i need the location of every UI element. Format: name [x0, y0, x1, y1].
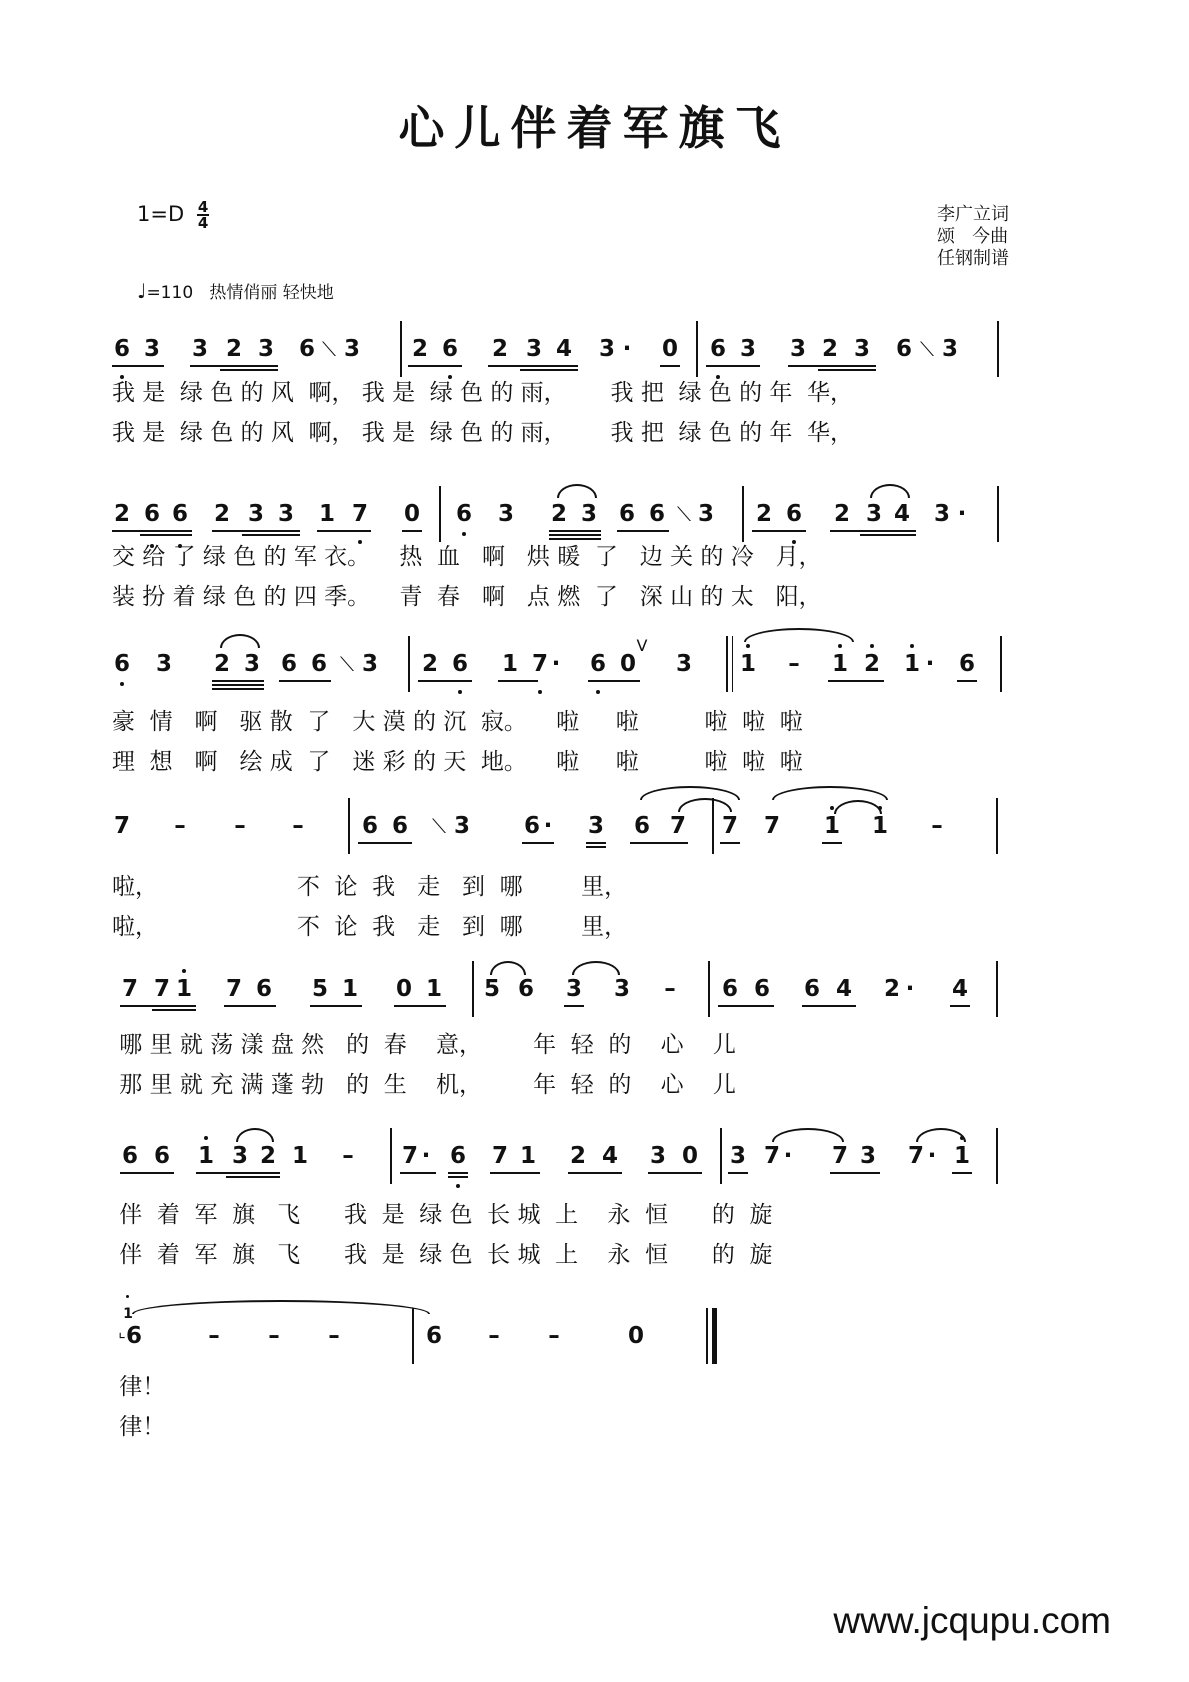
beam-underline: [152, 1009, 196, 1011]
beam-underline: [488, 365, 578, 367]
lyrics-system-6-verse-1: 伴 着 军 旗 飞 我 是 绿 色 长 城 上 永 恒 的 旋: [112, 1202, 773, 1228]
note-numeral: 3: [277, 501, 294, 527]
beam-underline: [112, 530, 192, 532]
barline: [996, 961, 998, 1017]
composer-credit: 颂 今曲: [937, 226, 1009, 247]
lyrics-system-1-verse-1: 我 是 绿 色 的 风 啊， 我 是 绿 色 的 雨， 我 把 绿 色 的 年 华，: [112, 380, 854, 406]
slur-arc: [744, 628, 854, 642]
beam-underline: [822, 842, 842, 844]
note-numeral: 6: [113, 651, 130, 677]
note-numeral: 6: [125, 1323, 142, 1349]
note-numeral: 6: [121, 1143, 138, 1169]
arranger-credit: 任钢制谱: [937, 248, 1009, 269]
beam-underline: [860, 534, 916, 536]
note-numeral: –: [234, 813, 246, 839]
note-numeral: 7: [491, 1143, 508, 1169]
note-numeral: 6: [449, 1143, 466, 1169]
note-numeral: 7: [831, 1143, 848, 1169]
beam-underline: [586, 842, 606, 844]
note-numeral: 3: [859, 1143, 876, 1169]
beam-underline: [358, 842, 412, 844]
beam-underline: [660, 365, 680, 367]
beam-underline: [788, 365, 876, 367]
beam-underline: [648, 1172, 702, 1174]
beam-underline: [549, 534, 601, 536]
beam-underline: [617, 530, 669, 532]
slur-arc: [557, 484, 597, 498]
beam-underline: [564, 1005, 584, 1007]
lyrics-system-7-verse-2: 律！: [112, 1414, 166, 1440]
octave-dot: [458, 690, 462, 694]
note-numeral: 3: [580, 501, 597, 527]
note-numeral: 1: [197, 1143, 214, 1169]
beam-underline: [830, 530, 916, 532]
note-numeral: 6: [280, 651, 297, 677]
note-numeral: 3: [675, 651, 692, 677]
beam-underline: [549, 538, 601, 540]
note-numeral: 3: [143, 336, 160, 362]
barline: [712, 798, 714, 854]
note-numeral: 6: [517, 976, 534, 1002]
octave-dot: [910, 644, 914, 648]
glissando-mark: ⟍: [340, 652, 354, 676]
note-numeral: 3: [343, 336, 360, 362]
note-numeral: 3: [865, 501, 882, 527]
barline: [400, 321, 402, 377]
note-numeral: 2: [833, 501, 850, 527]
note-numeral: 3: [231, 1143, 248, 1169]
barline: [412, 1308, 414, 1364]
note-numeral: 6: [451, 651, 468, 677]
octave-dot: [538, 690, 542, 694]
note-numeral: –: [208, 1323, 220, 1349]
time-signature: [197, 200, 209, 230]
beam-underline: [400, 1172, 436, 1174]
note-numeral: 2: [225, 336, 242, 362]
note-numeral: 4: [601, 1143, 618, 1169]
note-numeral: –: [292, 813, 304, 839]
lyrics-system-6-verse-2: 伴 着 军 旗 飞 我 是 绿 色 长 城 上 永 恒 的 旋: [112, 1242, 773, 1268]
beam-underline: [212, 688, 264, 690]
lyrics-system-1-verse-2: 我 是 绿 色 的 风 啊， 我 是 绿 色 的 雨， 我 把 绿 色 的 年 华，: [112, 420, 854, 446]
note-numeral: 4: [893, 501, 910, 527]
slur-arc: [772, 1128, 844, 1142]
note-numeral: 6: [255, 976, 272, 1002]
tempo-marking: [137, 278, 334, 303]
lyrics-system-3-verse-1: 豪 情 啊 驱 散 了 大 漠 的 沉 寂。 啦 啦 啦 啦 啦: [112, 709, 803, 735]
tempo-value: =110: [146, 283, 194, 303]
barline: [348, 798, 350, 854]
note-numeral: 1: [291, 1143, 308, 1169]
slur-arc: [640, 786, 740, 800]
note-numeral: 6: [895, 336, 912, 362]
note-numeral: 0: [627, 1323, 644, 1349]
beam-underline: [802, 1005, 856, 1007]
note-numeral: 6: [753, 976, 770, 1002]
note-numeral: 6: [958, 651, 975, 677]
note-numeral: 3: [243, 651, 260, 677]
slur-arc: [870, 484, 910, 498]
note-numeral: 2: [259, 1143, 276, 1169]
octave-dot: [870, 644, 874, 648]
slur-arc: [916, 1128, 966, 1142]
barline: [696, 321, 698, 377]
beam-underline: [224, 1005, 276, 1007]
beam-underline: [630, 842, 688, 844]
note-numeral: 6: [721, 976, 738, 1002]
note-numeral: 3: [587, 813, 604, 839]
note-numeral: 6: [391, 813, 408, 839]
note-numeral: 1: [871, 813, 888, 839]
beam-underline: [190, 365, 278, 367]
time-numerator: 4: [197, 198, 209, 216]
barline: [732, 636, 733, 692]
note-numeral: 3: [729, 1143, 746, 1169]
beam-underline: [957, 680, 977, 682]
beam-underline: [490, 1172, 540, 1174]
beam-underline: [408, 365, 462, 367]
note-numeral: 1: [953, 1143, 970, 1169]
note-numeral: –: [788, 651, 800, 677]
note-numeral: 2: [755, 501, 772, 527]
note-numeral: 3: [933, 501, 950, 527]
note-numeral: 6: [648, 501, 665, 527]
slur-arc: [236, 1128, 274, 1142]
note-numeral: 5: [483, 976, 500, 1002]
note-numeral: 2: [113, 501, 130, 527]
beam-underline: [522, 842, 554, 844]
note-numeral: 2: [411, 336, 428, 362]
slur-arc: [678, 798, 732, 812]
note-numeral: 3: [565, 976, 582, 1002]
barline: [439, 486, 441, 542]
beam-underline: [588, 680, 640, 682]
note-numeral: 4: [555, 336, 572, 362]
quarter-note-icon: ♩: [137, 279, 147, 303]
note-numeral: 7: [351, 501, 368, 527]
lyrics-system-4-verse-2: 啦， 不 论 我 走 到 哪 里，: [112, 914, 628, 940]
glissando-mark: ⟍: [677, 502, 691, 526]
note-numeral: 7: [225, 976, 242, 1002]
note-numeral: 3: [649, 1143, 666, 1169]
note-numeral: ·: [927, 1143, 937, 1169]
note-numeral: 3: [789, 336, 806, 362]
lyrics-system-5-verse-1: 哪 里 就 荡 漾 盘 然 的 春 意， 年 轻 的 心 儿: [112, 1032, 736, 1058]
note-numeral: –: [174, 813, 186, 839]
octave-dot: [830, 806, 834, 810]
slur-arc: [220, 634, 260, 648]
beam-underline: [718, 1005, 774, 1007]
song-title: 心儿伴着军旗飞: [398, 101, 791, 155]
barline: [390, 1128, 392, 1184]
barline: [726, 636, 728, 692]
beam-underline: [720, 842, 740, 844]
octave-dot: [838, 644, 842, 648]
beam-underline: [212, 684, 264, 686]
beam-underline: [752, 530, 806, 532]
note-numeral: 6: [803, 976, 820, 1002]
note-numeral: 7: [907, 1143, 924, 1169]
note-numeral: 1: [123, 1306, 133, 1322]
note-numeral: 1: [739, 651, 756, 677]
note-numeral: 6: [425, 1323, 442, 1349]
note-numeral: 1: [501, 651, 518, 677]
note-numeral: 7: [153, 976, 170, 1002]
barline: [708, 961, 710, 1017]
note-numeral: 6: [785, 501, 802, 527]
note-numeral: ·: [551, 651, 561, 677]
note-numeral: 3: [613, 976, 630, 1002]
note-numeral: 1: [823, 813, 840, 839]
note-numeral: 2: [213, 651, 230, 677]
note-numeral: 3: [257, 336, 274, 362]
note-numeral: ·: [905, 976, 915, 1002]
beam-underline: [242, 534, 300, 536]
note-numeral: 6: [589, 651, 606, 677]
note-numeral: 6: [143, 501, 160, 527]
note-numeral: 3: [155, 651, 172, 677]
beam-underline: [706, 365, 760, 367]
note-numeral: 7: [763, 1143, 780, 1169]
time-denominator: 4: [197, 214, 209, 232]
beam-underline: [196, 1172, 280, 1174]
lyrics-system-4-verse-1: 啦， 不 论 我 走 到 哪 里，: [112, 874, 628, 900]
note-numeral: 5: [311, 976, 328, 1002]
beam-underline: [402, 530, 422, 532]
note-numeral: 0: [681, 1143, 698, 1169]
beam-underline: [520, 369, 578, 371]
note-numeral: 7: [113, 813, 130, 839]
note-numeral: –: [342, 1143, 354, 1169]
note-numeral: 3: [853, 336, 870, 362]
glissando-mark: ⟍: [920, 337, 934, 361]
beam-underline: [728, 1172, 748, 1174]
barline: [706, 1308, 708, 1364]
note-numeral: –: [488, 1323, 500, 1349]
note-numeral: ·: [543, 813, 553, 839]
barline: [720, 1128, 722, 1184]
octave-dot: [596, 690, 600, 694]
note-numeral: 7: [531, 651, 548, 677]
note-numeral: 6: [153, 1143, 170, 1169]
beam-underline: [120, 1005, 196, 1007]
note-numeral: 1: [175, 976, 192, 1002]
note-numeral: –: [548, 1323, 560, 1349]
beam-underline: [830, 1172, 880, 1174]
note-numeral: 6: [441, 336, 458, 362]
barline: [997, 486, 999, 542]
beam-underline: [279, 680, 331, 682]
note-numeral: 7: [121, 976, 138, 1002]
note-numeral: 7: [763, 813, 780, 839]
note-numeral: 2: [821, 336, 838, 362]
note-numeral: –: [664, 976, 676, 1002]
note-numeral: 3: [525, 336, 542, 362]
note-numeral: 6: [310, 651, 327, 677]
beam-underline: [310, 1005, 362, 1007]
note-numeral: –: [931, 813, 943, 839]
barline: [408, 636, 410, 692]
octave-dot: [182, 969, 186, 973]
key-text: 1=D: [137, 202, 185, 226]
note-numeral: 1: [425, 976, 442, 1002]
note-numeral: 6: [113, 336, 130, 362]
note-numeral: 3: [247, 501, 264, 527]
note-numeral: 3: [598, 336, 615, 362]
note-numeral: 6: [171, 501, 188, 527]
lyrics-system-2-verse-2: 装 扮 着 绿 色 的 四 季。 青 春 啊 点 燃 了 深 山 的 太 阳，: [112, 584, 822, 610]
note-numeral: –: [268, 1323, 280, 1349]
barline: [996, 1128, 998, 1184]
beam-underline: [818, 369, 876, 371]
note-numeral: 4: [835, 976, 852, 1002]
credits: [937, 204, 1009, 270]
note-numeral: ·: [421, 1143, 431, 1169]
note-numeral: ·: [957, 501, 967, 527]
note-numeral: 1: [341, 976, 358, 1002]
beam-underline: [140, 534, 192, 536]
key-signature: [137, 200, 209, 230]
note-numeral: 7: [401, 1143, 418, 1169]
lyrics-system-7-verse-1: 律！: [112, 1374, 166, 1400]
note-numeral: 0: [395, 976, 412, 1002]
note-numeral: 3: [361, 651, 378, 677]
note-numeral: 6: [298, 336, 315, 362]
octave-dot: [120, 682, 124, 686]
note-numeral: 6: [709, 336, 726, 362]
lyrics-system-5-verse-2: 那 里 就 充 满 蓬 勃 的 生 机， 年 轻 的 心 儿: [112, 1072, 736, 1098]
note-numeral: –: [328, 1323, 340, 1349]
slur-arc: [490, 961, 526, 975]
beam-underline: [317, 530, 371, 532]
barline: [742, 486, 744, 542]
note-numeral: 6: [523, 813, 540, 839]
beam-underline: [952, 1172, 972, 1174]
note-numeral: 2: [569, 1143, 586, 1169]
barline: [472, 961, 474, 1017]
note-numeral: ⌞: [118, 1322, 126, 1341]
octave-dot: [126, 1295, 129, 1298]
beam-underline: [586, 846, 606, 848]
note-numeral: 3: [497, 501, 514, 527]
barline: [1000, 636, 1002, 692]
octave-dot: [462, 532, 466, 536]
note-numeral: 2: [421, 651, 438, 677]
beam-underline: [212, 530, 300, 532]
beam-underline: [448, 1176, 468, 1178]
octave-dot: [204, 1136, 208, 1140]
note-numeral: 3: [739, 336, 756, 362]
note-numeral: 1: [318, 501, 335, 527]
note-numeral: 2: [883, 976, 900, 1002]
slur-arc: [572, 961, 620, 975]
note-numeral: V: [636, 636, 648, 655]
note-numeral: 2: [863, 651, 880, 677]
octave-dot: [746, 644, 750, 648]
lyrics-system-2-verse-1: 交 给 了 绿 色 的 军 衣。 热 血 啊 烘 暖 了 边 关 的 冷 月，: [112, 544, 822, 570]
beam-underline: [950, 1005, 970, 1007]
barline: [996, 798, 998, 854]
glissando-mark: ⟍: [322, 337, 336, 361]
glissando-mark: ⟍: [432, 814, 446, 838]
beam-underline: [568, 1172, 622, 1174]
note-numeral: ·: [925, 651, 935, 677]
site-watermark: www.jcqupu.com: [833, 1600, 1111, 1641]
note-numeral: ·: [783, 1143, 793, 1169]
note-numeral: 1: [903, 651, 920, 677]
beam-underline: [418, 680, 472, 682]
note-numeral: ·: [622, 336, 632, 362]
note-numeral: 6: [455, 501, 472, 527]
note-numeral: 2: [550, 501, 567, 527]
note-numeral: 6: [618, 501, 635, 527]
beam-underline: [120, 1172, 174, 1174]
note-numeral: 3: [941, 336, 958, 362]
beam-underline: [112, 365, 164, 367]
note-numeral: 2: [213, 501, 230, 527]
note-numeral: 1: [831, 651, 848, 677]
expression-text: 热情俏丽 轻快地: [209, 283, 334, 303]
note-numeral: 2: [491, 336, 508, 362]
note-numeral: 6: [361, 813, 378, 839]
barline: [997, 321, 999, 377]
beam-underline: [220, 369, 278, 371]
slur-arc: [132, 1300, 430, 1314]
note-numeral: 1: [519, 1143, 536, 1169]
beam-underline: [212, 680, 264, 682]
beam-underline: [448, 1172, 468, 1174]
lyricist-credit: 李广立词: [937, 204, 1009, 225]
barline: [712, 1308, 717, 1364]
note-numeral: 0: [661, 336, 678, 362]
lyrics-system-3-verse-2: 理 想 啊 绘 成 了 迷 彩 的 天 地。 啦 啦 啦 啦 啦: [112, 749, 803, 775]
beam-underline: [498, 680, 538, 682]
note-numeral: 0: [619, 651, 636, 677]
beam-underline: [394, 1005, 446, 1007]
note-numeral: 6: [633, 813, 650, 839]
note-numeral: 7: [721, 813, 738, 839]
octave-dot: [456, 1184, 460, 1188]
beam-underline: [226, 1176, 280, 1178]
slur-arc: [834, 800, 882, 814]
beam-underline: [828, 680, 884, 682]
note-numeral: 4: [951, 976, 968, 1002]
beam-underline: [549, 530, 601, 532]
note-numeral: 7: [669, 813, 686, 839]
slur-arc: [772, 786, 888, 800]
note-numeral: 0: [403, 501, 420, 527]
note-numeral: 3: [191, 336, 208, 362]
note-numeral: 3: [453, 813, 470, 839]
note-numeral: 3: [697, 501, 714, 527]
